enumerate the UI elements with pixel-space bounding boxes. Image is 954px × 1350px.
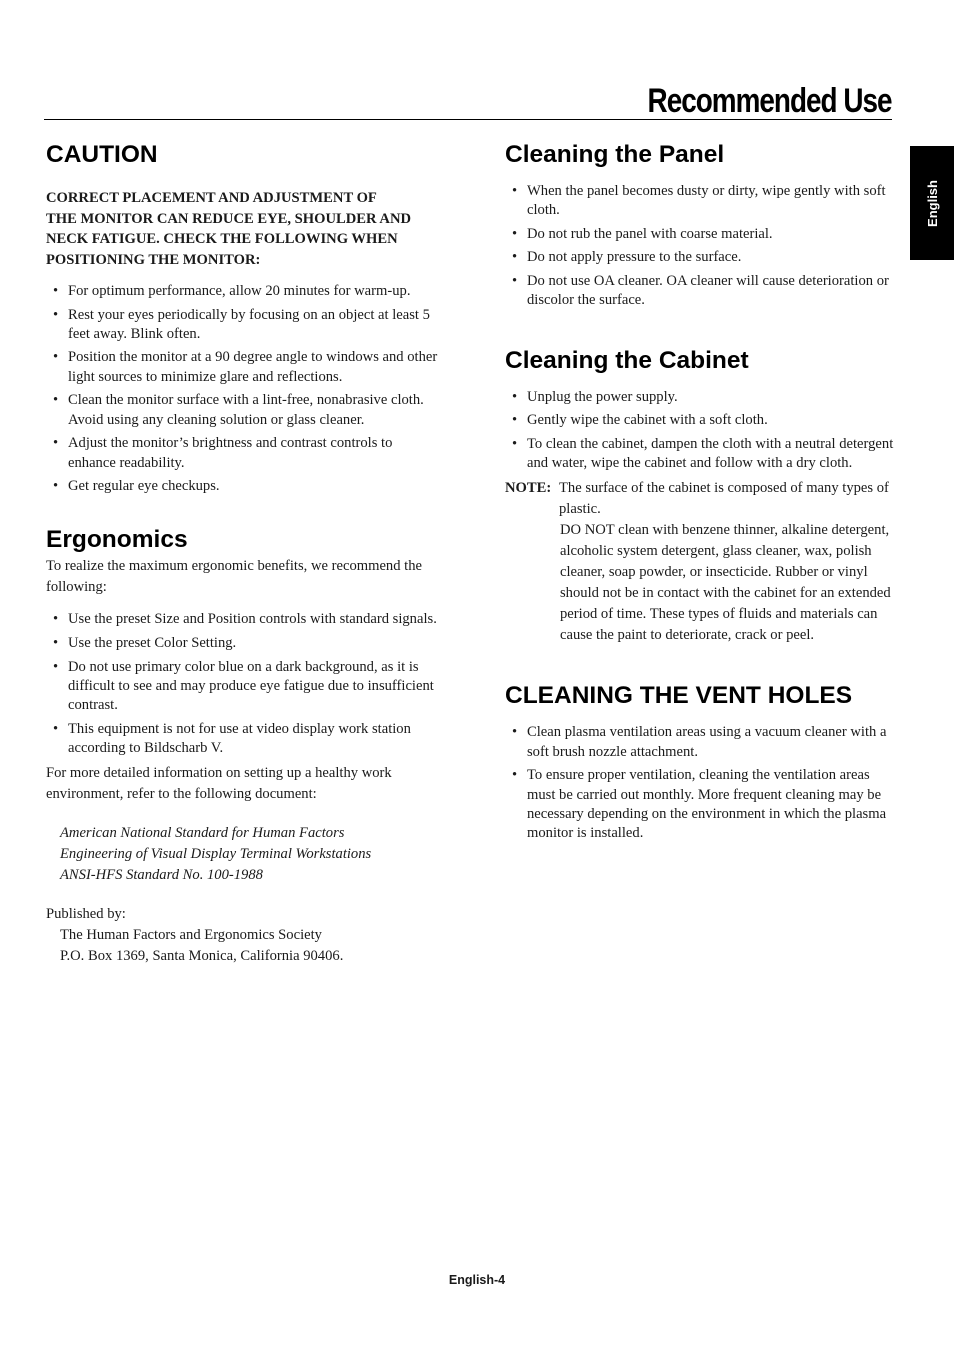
list-item: • To clean the cabinet, dampen the cloth with a neutral detergent and water, wipe the cabinet and follow with a dry cloth. (505, 435, 897, 474)
note-body (559, 478, 897, 646)
cabinet-note (505, 478, 897, 646)
cleaning-cabinet-heading: Cleaning the Cabinet (505, 346, 749, 374)
cleaning-panel-heading: Cleaning the Panel (505, 141, 725, 168)
vent-holes-heading: CLEANING THE VENT HOLES (505, 682, 853, 710)
language-tab (910, 146, 954, 260)
caution-heading: CAUTION (46, 141, 158, 168)
more-info-text: For more detailed information on setting up a healthy work environment, refer to the following document: (46, 765, 392, 803)
language-tab-label: English (924, 179, 940, 227)
vent-holes-list (505, 723, 897, 843)
cleaning-cabinet-list (505, 388, 897, 474)
caution-section (46, 138, 438, 496)
list-item: • When the panel becomes dusty or dirty, wipe gently with soft cloth. (505, 182, 897, 221)
list-item: • Gently wipe the cabinet with a soft cloth. (505, 411, 897, 430)
list-item: • Unplug the power supply. (505, 388, 897, 407)
list-item: • This equipment is not for use at video display work station according to Bildscharb V. (46, 720, 438, 759)
list-item: • Get regular eye checkups. (46, 477, 438, 496)
caution-intro-line: THE MONITOR CAN REDUCE EYE, SHOULDER AND (46, 210, 412, 227)
right-column (505, 138, 897, 848)
publisher-line: The Human Factors and Ergonomics Society (60, 927, 322, 944)
cleaning-panel-section (505, 138, 897, 311)
list-item: • For optimum performance, allow 20 minutes for warm-up. (46, 282, 438, 301)
left-column (46, 138, 438, 967)
list-item: • Rest your eyes periodically by focusing on an object at least 5 feet away. Blink often. (46, 306, 438, 345)
note-label: NOTE: (505, 480, 552, 497)
page-number: English-4 (448, 1273, 506, 1287)
list-item: • Use the preset Color Setting. (46, 634, 438, 653)
note-first-text: The surface of the cabinet is composed of many types of plastic. (559, 480, 889, 518)
standard-reference (46, 823, 438, 886)
list-item: • Adjust the monitor’s brightness and contrast controls to enhance readability. (46, 434, 438, 473)
caution-intro (46, 188, 438, 270)
standard-line: American National Standard for Human Factors (60, 825, 345, 842)
publisher-line: P.O. Box 1369, Santa Monica, California 90406. (60, 948, 344, 965)
cleaning-panel-list (505, 182, 897, 311)
ergonomics-heading: Ergonomics (46, 526, 188, 554)
publisher-info (46, 925, 438, 967)
list-item: • Position the monitor at a 90 degree angle to windows and other light sources to minimize glare and reflections. (46, 348, 438, 387)
ergonomics-list (46, 610, 438, 758)
ergonomics-intro: To realize the maximum ergonomic benefits, we recommend the following: (46, 558, 422, 596)
cleaning-cabinet-section (505, 344, 897, 647)
published-by-label: Published by: (46, 906, 126, 923)
caution-intro-line: POSITIONING THE MONITOR: (46, 251, 261, 268)
caution-intro-line: CORRECT PLACEMENT AND ADJUSTMENT OF (46, 190, 377, 206)
vent-holes-section (505, 679, 897, 843)
ergonomics-section (46, 523, 438, 967)
list-item: • Do not apply pressure to the surface. (505, 248, 897, 267)
standard-line: Engineering of Visual Display Terminal Workstations (60, 846, 372, 863)
list-item: • Do not use OA cleaner. OA cleaner will cause deterioration or discolor the surface. (505, 272, 897, 311)
list-item: • Clean plasma ventilation areas using a vacuum cleaner with a soft brush nozzle attachment. (505, 723, 897, 762)
list-item: • To ensure proper ventilation, cleaning the ventilation areas must be carried out monthly. More frequent cleaning may be necessary depending on the environment in which the plasma monitor is installed. (505, 766, 897, 843)
standard-line: ANSI-HFS Standard No. 100-1988 (60, 867, 263, 884)
page-title: Recommended Use (648, 82, 892, 120)
caution-intro-line: NECK FATIGUE. CHECK THE FOLLOWING WHEN (46, 231, 398, 247)
list-item: • Do not rub the panel with coarse material. (505, 225, 897, 244)
list-item: • Clean the monitor surface with a lint-free, nonabrasive cloth. Avoid using any cleaning solution or glass cleaner. (46, 391, 438, 430)
caution-list (46, 282, 438, 496)
list-item: • Do not use primary color blue on a dark background, as it is difficult to see and may produce eye fatigue due to insufficient contrast. (46, 658, 438, 716)
list-item: • Use the preset Size and Position controls with standard signals. (46, 610, 438, 629)
note-rest-text: DO NOT clean with benzene thinner, alkaline detergent, alcoholic system detergent, glass cleaner, wax, polish cleaner, soap powder, or insecticide. Rubber or vinyl should not be in contact with the cabinet for an extended period of time. These types of fluids and materials can cause the paint to deteriorate, crack or peel. (560, 522, 891, 644)
